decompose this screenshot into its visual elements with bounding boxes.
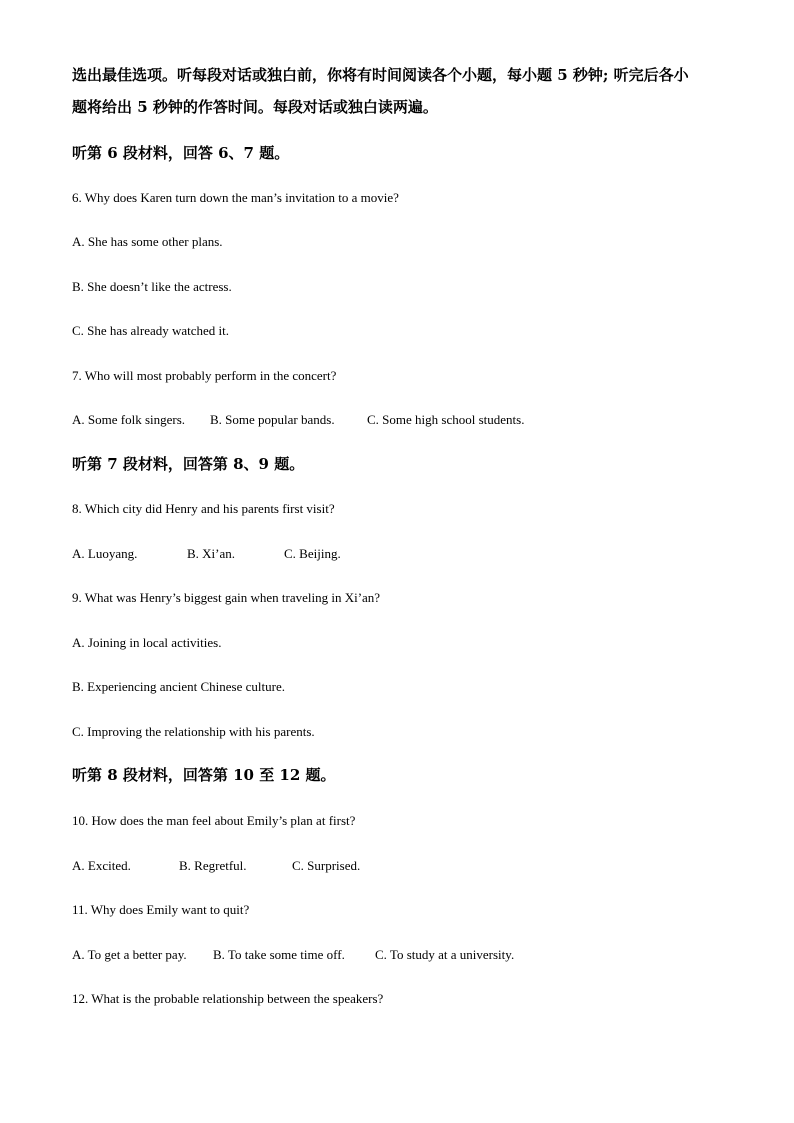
question-11-option-a: A. To get a better pay. xyxy=(72,947,187,962)
question-8-option-a: A. Luoyang. xyxy=(72,546,138,561)
section-6-heading: 听第 6 段材料，回答 6、7 题。 xyxy=(72,144,290,162)
intro-line-1: 选出最佳选项。听每段对话或独白前，你将有时间阅读各个小题，每小题 5 秒钟; 听完后各小 xyxy=(72,66,689,84)
question-12: 12. What is the probable relationship between the speakers? xyxy=(72,991,384,1006)
question-9-option-b: B. Experiencing ancient Chinese culture. xyxy=(72,679,285,694)
question-10-option-a: A. Excited. xyxy=(72,858,131,873)
intro-line-2: 题将给出 5 秒钟的作答时间。每段对话或独白读两遍。 xyxy=(72,98,438,116)
section-7-heading: 听第 7 段材料，回答第 8、9 题。 xyxy=(72,455,305,473)
question-9-option-c: C. Improving the relationship with his parents. xyxy=(72,724,315,739)
section-8-heading: 听第 8 段材料，回答第 10 至 12 题。 xyxy=(72,766,336,784)
question-11-option-c: C. To study at a university. xyxy=(375,947,515,962)
question-8-option-b: B. Xi’an. xyxy=(187,546,236,561)
question-7: 7. Who will most probably perform in the concert? xyxy=(72,368,337,383)
question-8-option-c: C. Beijing. xyxy=(284,546,341,561)
question-7-option-b: B. Some popular bands. xyxy=(210,412,335,427)
question-10-option-b: B. Regretful. xyxy=(179,858,247,873)
question-9-option-a: A. Joining in local activities. xyxy=(72,635,222,650)
question-11: 11. Why does Emily want to quit? xyxy=(72,902,250,917)
question-10-option-c: C. Surprised. xyxy=(292,858,361,873)
question-7-option-a: A. Some folk singers. xyxy=(72,412,186,427)
question-10: 10. How does the man feel about Emily’s plan at first? xyxy=(72,813,356,828)
question-7-option-c: C. Some high school students. xyxy=(367,412,525,427)
question-11-option-b: B. To take some time off. xyxy=(213,947,345,962)
question-6-option-b: B. She doesn’t like the actress. xyxy=(72,279,232,294)
question-9: 9. What was Henry’s biggest gain when traveling in Xi’an? xyxy=(72,590,381,605)
question-8: 8. Which city did Henry and his parents first visit? xyxy=(72,501,335,516)
question-6-option-c: C. She has already watched it. xyxy=(72,323,230,338)
question-6: 6. Why does Karen turn down the man’s invitation to a movie? xyxy=(72,190,399,205)
question-6-option-a: A. She has some other plans. xyxy=(72,234,223,249)
